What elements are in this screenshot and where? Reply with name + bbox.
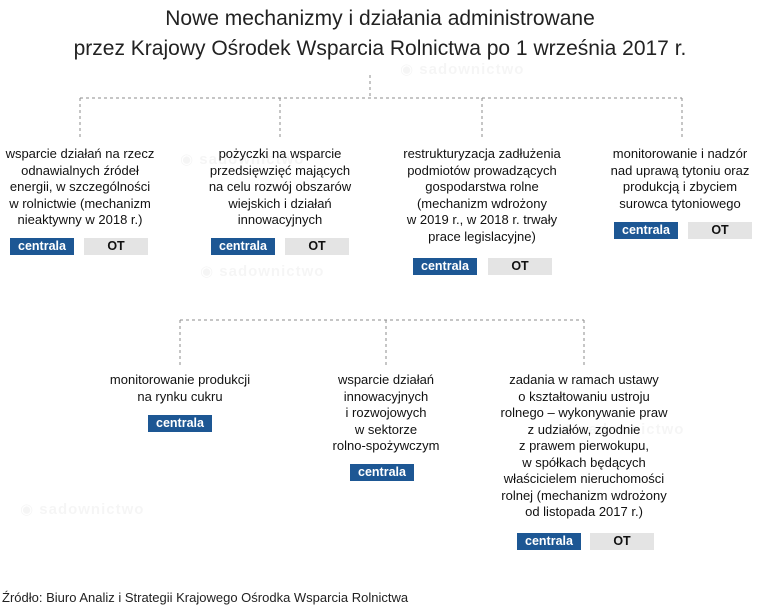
node-line: od listopada 2017 r.) bbox=[525, 504, 643, 519]
node-line: i rozwojowych bbox=[345, 405, 427, 420]
node-line: innowacyjnych bbox=[343, 388, 429, 404]
ot-badge: OT bbox=[285, 238, 349, 255]
central-badge: centrala bbox=[413, 258, 477, 275]
title-line-1: Nowe mechanizmy i działania administrowane bbox=[165, 7, 595, 30]
node-line: (mechanizm wdrożony bbox=[416, 195, 548, 211]
ot-badge: OT bbox=[84, 238, 148, 255]
node-line: właścicielem nieruchomości bbox=[503, 471, 665, 486]
node-line: wiejskich i działań bbox=[228, 195, 332, 211]
node-tobacco-monitoring bbox=[600, 146, 760, 212]
node-line: produkcją i zbyciem bbox=[622, 179, 738, 194]
node-line: restrukturyzacja zadłużenia bbox=[403, 146, 561, 161]
node-line: odnawialnych źródeł bbox=[21, 162, 139, 178]
node-line: nieaktywny w 2018 r.) bbox=[17, 212, 143, 227]
central-badge: centrala bbox=[10, 238, 74, 255]
node-line: surowca tytoniowego bbox=[619, 195, 741, 211]
node-line: o kształtowaniu ustroju bbox=[518, 388, 650, 404]
node-sugar-monitoring bbox=[90, 372, 270, 405]
watermark-logo bbox=[20, 500, 144, 518]
central-badge: centrala bbox=[614, 222, 678, 239]
watermark-logo bbox=[400, 60, 524, 78]
node-debt-restructuring bbox=[390, 146, 574, 245]
central-badge: centrala bbox=[211, 238, 275, 255]
node-line: gospodarstwa rolne bbox=[425, 179, 539, 194]
node-line: rolno-spożywczym bbox=[332, 438, 440, 453]
node-line: rolnego – wykonywanie praw bbox=[500, 405, 668, 420]
node-line: na rynku cukru bbox=[137, 388, 223, 404]
node-agricultural-system-tasks bbox=[484, 372, 684, 521]
node-line: podmiotów prowadzących bbox=[407, 162, 557, 178]
ot-badge: OT bbox=[590, 533, 654, 550]
watermark-logo bbox=[200, 262, 324, 280]
node-line: nad uprawą tytoniu oraz bbox=[610, 162, 750, 178]
node-line: w sektorze bbox=[354, 421, 418, 437]
node-oze-support bbox=[0, 146, 160, 229]
source-note: Źródło: Biuro Analiz i Strategii Krajowego Ośrodka Wsparcia Rolnictwa bbox=[2, 590, 409, 605]
node-line: zadania w ramach ustawy bbox=[509, 372, 659, 387]
node-line: wsparcie działań bbox=[337, 372, 435, 387]
node-line: w 2019 r., w 2018 r. trwały bbox=[406, 212, 558, 227]
node-line: z prawem pierwokupu, bbox=[518, 438, 650, 453]
node-line: przedsięwzięć mających bbox=[209, 162, 351, 178]
node-line: monitorowanie produkcji bbox=[109, 372, 251, 387]
central-badge: centrala bbox=[517, 533, 581, 550]
node-innovation-support bbox=[306, 372, 466, 455]
node-line: energii, w szczególności bbox=[9, 179, 151, 194]
node-line: innowacyjnych bbox=[237, 212, 323, 227]
ot-badge: OT bbox=[488, 258, 552, 275]
node-line: z udziałów, zgodnie bbox=[527, 421, 641, 437]
node-line: na celu rozwój obszarów bbox=[208, 179, 352, 194]
node-line: rolnej (mechanizm wdrożony bbox=[501, 487, 667, 503]
node-line: w spółkach będących bbox=[522, 454, 646, 470]
node-line: wsparcie działań na rzecz bbox=[5, 146, 155, 161]
ot-badge: OT bbox=[688, 222, 752, 239]
central-badge: centrala bbox=[350, 464, 414, 481]
node-loans bbox=[196, 146, 364, 229]
node-line: prace legislacyjne) bbox=[428, 228, 536, 244]
title-line-2: przez Krajowy Ośrodek Wsparcia Rolnictwa po 1 września 2017 r. bbox=[73, 37, 687, 60]
central-badge: centrala bbox=[148, 415, 212, 432]
node-line: monitorowanie i nadzór bbox=[612, 146, 748, 161]
node-line: pożyczki na wsparcie bbox=[218, 146, 342, 161]
node-line: w rolnictwie (mechanizm bbox=[9, 195, 151, 211]
